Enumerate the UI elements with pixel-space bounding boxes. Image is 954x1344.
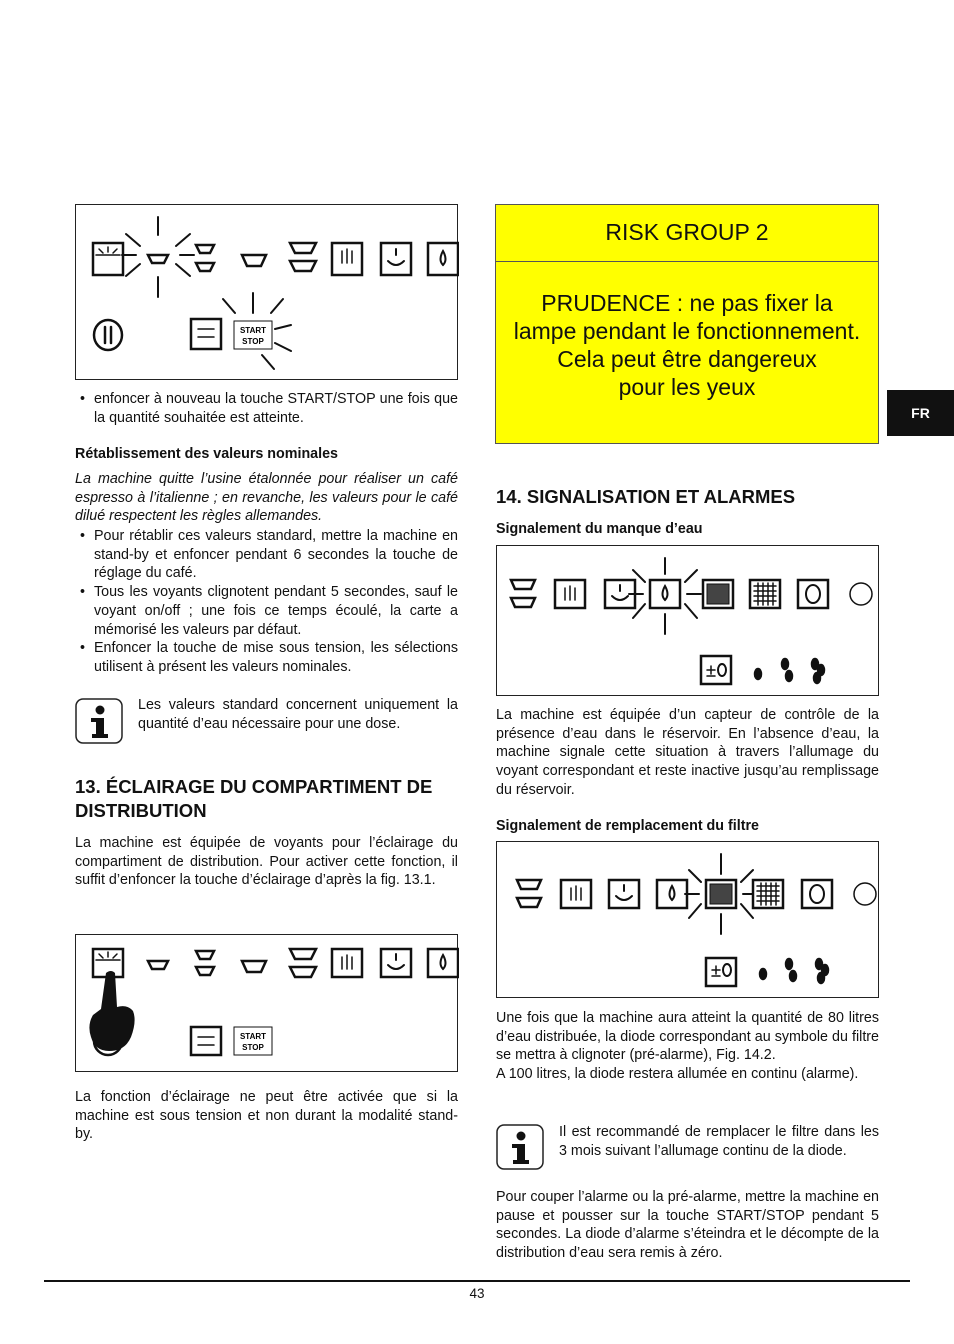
page-number: 43 [469,1286,485,1301]
coffee-strength-button-icon [701,656,731,684]
filter-alarm-text: A 100 litres, la diode restera allumée en continu (alarme). [496,1066,859,1083]
filter-replacement-panel-figure [496,841,879,998]
single-cup-icon [148,961,168,969]
reset-bullet: • Pour rétablir ces valeurs standard, mettre la machine en stand-by et enfoncer pendant 6 secondes la touche de réglage du café. [75,527,458,583]
water-drop-button-icon [428,949,458,977]
filter-button-icon [703,580,733,608]
section-13-text: La machine est équipée de voyants pour l’éclairage du compartiment de distribution. Pour activer cette fonction, il suffit d’enfoncer la touche d’éclairage d’après la fig. 13.1. [75,835,458,889]
control-panel-figure-1 [75,204,458,380]
water-shortage-heading: Signalement du manque d’eau [496,521,703,537]
section-14-title: 14. SIGNALISATION ET ALARMES [496,486,796,507]
warning-line: pour les yeux [618,374,756,400]
warning-line: lampe pendant le fonctionnement. [513,318,861,344]
start-stop-bullet: • enfoncer à nouveau la touche START/STOP une fois que la quantité souhaitée est atteinte. [75,390,458,427]
status-circle-icon [854,883,876,905]
bean-strength-icons [755,659,824,683]
filter-button-icon [685,854,757,934]
warning-line: PRUDENCE : ne pas fixer la [541,290,833,316]
risk-group-title: RISK GROUP 2 [605,219,769,245]
reset-bullet-list [75,527,458,677]
water-shortage-panel-figure [496,545,879,696]
coffee-bean-button-icon [802,880,832,908]
info-icon [75,698,123,744]
section-13-note: La fonction d’éclairage ne peut être activée que si la machine est sous tension et non durant la modalité stand-by. [75,1089,458,1143]
language-tab: FR [887,390,954,436]
control-panel-drawing [76,205,459,381]
bean-strength-icons [760,959,828,983]
double-large-cup-icon [290,243,316,271]
double-small-cup-icon [196,951,214,975]
reset-heading: Rétablissement des valeurs nominales [75,446,339,462]
standard-values-note: Les valeurs standard concernent uniquement la quantité d’eau nécessaire pour une dose. [138,697,458,732]
start-label: START [239,1032,267,1041]
control-panel-lighting-drawing [76,935,459,1073]
large-cup-icon [242,961,266,972]
reset-intro: La machine quitte l’usine étalonnée pour réaliser un café espresso à l’italienne ; en revanche, les valeurs pour le café dilué respectent les règles allemandes. [75,471,458,525]
grid-button-icon [750,580,780,608]
warning-divider [496,261,878,262]
filter-replacement-heading: Signalement de remplacement du filtre [496,818,759,834]
water-drop-button-icon [428,243,458,275]
start-label: START [239,326,267,335]
water-shortage-text: La machine est équipée d’un capteur de contrôle de la présence d’eau dans le réservoir. En l’absence d’eau, la machine signale cette situation à travers l’allumage du voyant correspondant et reste inactive jusqu’au remplissage du réservoir. [496,707,879,798]
light-button-icon [93,243,123,275]
hot-water-button-icon [609,880,639,908]
stop-label: STOP [242,1043,264,1052]
steam-button-icon [332,243,362,275]
hot-water-button-icon [381,243,411,275]
filter-text [496,1009,879,1084]
coffee-strength-button-icon [706,958,736,986]
double-large-cup-icon [517,880,541,907]
coffee-adjust-button-icon [191,1027,221,1055]
water-shortage-panel-drawing [497,546,880,697]
pointing-finger-icon [89,971,134,1051]
status-circle-icon [850,583,872,605]
hot-water-button-icon [381,949,411,977]
coffee-bean-button-icon [798,580,828,608]
steam-button-icon [555,580,585,608]
grid-button-icon [753,880,783,908]
steam-button-icon [332,949,362,977]
filter-replacement-note: Il est recommandé de remplacer le filtre dans les 3 mois suivant l’allumage continu de la diode. [559,1124,879,1159]
water-drop-button-icon [629,558,701,634]
double-large-cup-icon [511,580,535,607]
start-stop-instruction [75,390,458,427]
large-cup-icon [242,255,266,266]
reset-bullet: • Tous les voyants clignotent pendant 5 secondes, sauf le voyant on/off ; une fois ce temps écoulé, la carte a mémorisé les valeurs par défaut. [75,583,458,639]
control-panel-figure-13-1 [75,934,458,1072]
power-button-icon [94,320,122,350]
double-small-cup-icon [196,245,214,271]
footer-rule [44,1280,910,1282]
steam-button-icon [561,880,591,908]
filter-replacement-panel-drawing [497,842,880,999]
double-large-cup-icon [290,949,316,977]
info-icon [496,1124,544,1170]
water-drop-button-icon [657,880,687,908]
warning-line: Cela peut être dangereux [557,346,817,372]
risk-warning-box [495,204,879,444]
filter-prealarm-text: Une fois que la machine aura atteint la quantité de 80 litres d’eau distribuée, la diode correspondant au symbole du filtre se mettra à clignoter (pré-alarme), Fig. 14.2. [496,1010,879,1064]
reset-bullet: • Enfoncer la touche de mise sous tension, les sélections utilisent à présent les valeurs nominales. [75,639,458,676]
section-13-title: 13. ÉCLAIRAGE DU COMPARTIMENT DE DISTRIBUTION [75,776,433,821]
coffee-adjust-button-icon [191,319,221,349]
warning-text [496,289,878,401]
stop-label: STOP [242,337,264,346]
single-cup-icon [122,217,194,297]
alarm-reset-text: Pour couper l’alarme ou la pré-alarme, mettre la machine en pause et pousser sur la touche START/STOP pendant 5 secondes. La diode d’alarme s’éteindra et le décompte de la distribution d’eau sera remis à zéro. [496,1189,879,1262]
